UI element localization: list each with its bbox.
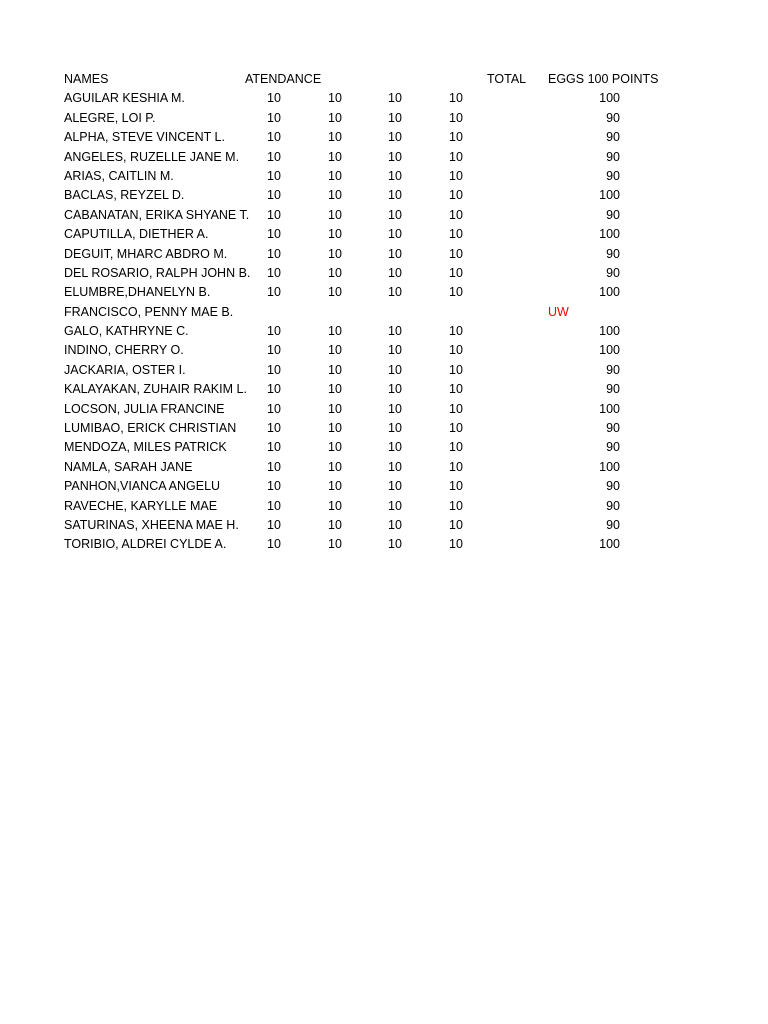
student-name: LOCSON, JULIA FRANCINE xyxy=(64,401,225,416)
student-name: CAPUTILLA, DIETHER A. xyxy=(64,227,209,242)
attendance-score: 10 xyxy=(388,91,402,106)
attendance-score: 10 xyxy=(328,537,342,552)
attendance-score: 10 xyxy=(267,440,281,455)
eggs-points: 90 xyxy=(606,421,620,436)
attendance-score: 10 xyxy=(267,285,281,300)
attendance-score: 10 xyxy=(328,168,342,183)
table-row xyxy=(0,516,768,535)
attendance-score: 10 xyxy=(328,130,342,145)
attendance-score: 10 xyxy=(449,285,463,300)
student-name: DEGUIT, MHARC ABDRO M. xyxy=(64,246,228,261)
attendance-score: 10 xyxy=(328,324,342,339)
table-row xyxy=(0,438,768,457)
student-name: CABANATAN, ERIKA SHYANE T. xyxy=(64,207,250,222)
eggs-points: 90 xyxy=(606,207,620,222)
attendance-score: 10 xyxy=(328,362,342,377)
student-name: MENDOZA, MILES PATRICK xyxy=(64,440,227,455)
student-name: ALEGRE, LOI P. xyxy=(64,110,156,125)
attendance-score: 10 xyxy=(267,498,281,513)
attendance-score: 10 xyxy=(449,246,463,261)
attendance-score: 10 xyxy=(328,149,342,164)
attendance-score: 10 xyxy=(449,459,463,474)
attendance-score: 10 xyxy=(267,188,281,203)
attendance-score: 10 xyxy=(449,421,463,436)
attendance-score: 10 xyxy=(388,285,402,300)
table-row xyxy=(0,380,768,399)
attendance-score: 10 xyxy=(388,362,402,377)
table-row xyxy=(0,458,768,477)
attendance-score: 10 xyxy=(388,459,402,474)
attendance-score: 10 xyxy=(267,207,281,222)
attendance-score: 10 xyxy=(328,498,342,513)
attendance-score: 10 xyxy=(388,343,402,358)
attendance-score: 10 xyxy=(388,110,402,125)
table-row xyxy=(0,89,768,108)
eggs-points: 90 xyxy=(606,265,620,280)
student-name: JACKARIA, OSTER I. xyxy=(64,362,186,377)
attendance-score: 10 xyxy=(267,130,281,145)
attendance-score: 10 xyxy=(267,401,281,416)
attendance-score: 10 xyxy=(449,498,463,513)
header-eggs: EGGS 100 POINTS xyxy=(548,72,659,86)
attendance-score: 10 xyxy=(328,421,342,436)
table-row xyxy=(0,535,768,554)
attendance-score: 10 xyxy=(267,382,281,397)
table-row xyxy=(0,322,768,341)
attendance-score: 10 xyxy=(388,421,402,436)
attendance-score: 10 xyxy=(267,149,281,164)
eggs-points: 90 xyxy=(606,440,620,455)
eggs-points: 100 xyxy=(599,537,620,552)
attendance-score: 10 xyxy=(328,401,342,416)
student-name: KALAYAKAN, ZUHAIR RAKIM L. xyxy=(64,382,247,397)
eggs-points: 90 xyxy=(606,149,620,164)
attendance-score: 10 xyxy=(328,382,342,397)
table-row xyxy=(0,361,768,380)
attendance-score: 10 xyxy=(328,459,342,474)
attendance-score: 10 xyxy=(388,227,402,242)
student-name: PANHON,VIANCA ANGELU xyxy=(64,479,221,494)
table-row xyxy=(0,206,768,225)
attendance-score: 10 xyxy=(388,168,402,183)
eggs-points: 100 xyxy=(599,227,620,242)
eggs-points: 90 xyxy=(606,479,620,494)
student-name: RAVECHE, KARYLLE MAE xyxy=(64,498,218,513)
eggs-points: 100 xyxy=(599,91,620,106)
attendance-score: 10 xyxy=(267,479,281,494)
attendance-score: 10 xyxy=(449,537,463,552)
header-names: NAMES xyxy=(64,72,109,86)
table-row xyxy=(0,419,768,438)
table-row xyxy=(0,477,768,496)
eggs-points: 90 xyxy=(606,498,620,513)
attendance-score: 10 xyxy=(267,246,281,261)
table-row xyxy=(0,341,768,360)
student-name: FRANCISCO, PENNY MAE B. xyxy=(64,304,234,319)
student-name: ELUMBRE,DHANELYN B. xyxy=(64,285,211,300)
table-row xyxy=(0,264,768,283)
eggs-points: 100 xyxy=(599,285,620,300)
attendance-score: 10 xyxy=(328,188,342,203)
attendance-score: 10 xyxy=(449,188,463,203)
attendance-score: 10 xyxy=(449,401,463,416)
student-name: ARIAS, CAITLIN M. xyxy=(64,168,174,183)
eggs-points: 100 xyxy=(599,401,620,416)
attendance-score: 10 xyxy=(328,285,342,300)
attendance-score: 10 xyxy=(267,110,281,125)
attendance-score: 10 xyxy=(388,130,402,145)
attendance-score: 10 xyxy=(328,440,342,455)
student-name: TORIBIO, ALDREI CYLDE A. xyxy=(64,537,227,552)
table-row xyxy=(0,109,768,128)
attendance-score: 10 xyxy=(328,517,342,532)
attendance-score: 10 xyxy=(449,168,463,183)
student-name: ALPHA, STEVE VINCENT L. xyxy=(64,130,225,145)
attendance-score: 10 xyxy=(388,188,402,203)
attendance-score: 10 xyxy=(328,479,342,494)
attendance-score: 10 xyxy=(267,459,281,474)
attendance-score: 10 xyxy=(449,149,463,164)
eggs-points: 90 xyxy=(606,130,620,145)
attendance-score: 10 xyxy=(449,110,463,125)
student-rows xyxy=(0,89,768,554)
attendance-score: 10 xyxy=(267,168,281,183)
table-row xyxy=(0,128,768,147)
attendance-score: 10 xyxy=(449,517,463,532)
attendance-score: 10 xyxy=(328,207,342,222)
student-name: GALO, KATHRYNE C. xyxy=(64,324,189,339)
attendance-score: 10 xyxy=(449,130,463,145)
student-name: INDINO, CHERRY O. xyxy=(64,343,184,358)
attendance-score: 10 xyxy=(449,382,463,397)
attendance-score: 10 xyxy=(328,110,342,125)
table-row xyxy=(0,225,768,244)
attendance-score: 10 xyxy=(267,265,281,280)
table-row xyxy=(0,400,768,419)
eggs-status-flag: UW xyxy=(548,304,569,319)
table-row xyxy=(0,283,768,302)
attendance-score: 10 xyxy=(388,401,402,416)
header-attendance: ATENDANCE xyxy=(245,72,322,86)
header-total: TOTAL xyxy=(487,72,527,86)
attendance-sheet xyxy=(0,70,768,555)
header-row xyxy=(0,70,768,89)
student-name: NAMLA, SARAH JANE xyxy=(64,459,193,474)
attendance-score: 10 xyxy=(449,343,463,358)
attendance-score: 10 xyxy=(388,517,402,532)
student-name: ANGELES, RUZELLE JANE M. xyxy=(64,149,240,164)
attendance-score: 10 xyxy=(449,324,463,339)
attendance-score: 10 xyxy=(388,537,402,552)
table-row xyxy=(0,148,768,167)
table-row xyxy=(0,303,768,322)
attendance-score: 10 xyxy=(388,246,402,261)
eggs-points: 100 xyxy=(599,343,620,358)
attendance-score: 10 xyxy=(388,440,402,455)
attendance-score: 10 xyxy=(267,227,281,242)
attendance-score: 10 xyxy=(449,440,463,455)
eggs-points: 90 xyxy=(606,110,620,125)
attendance-score: 10 xyxy=(388,207,402,222)
attendance-score: 10 xyxy=(267,324,281,339)
attendance-score: 10 xyxy=(328,227,342,242)
attendance-score: 10 xyxy=(328,91,342,106)
attendance-score: 10 xyxy=(267,517,281,532)
attendance-score: 10 xyxy=(388,498,402,513)
eggs-points: 90 xyxy=(606,517,620,532)
table-row xyxy=(0,245,768,264)
student-name: BACLAS, REYZEL D. xyxy=(64,188,185,203)
student-name: DEL ROSARIO, RALPH JOHN B. xyxy=(64,265,251,280)
eggs-points: 100 xyxy=(599,324,620,339)
attendance-score: 10 xyxy=(388,324,402,339)
attendance-score: 10 xyxy=(388,149,402,164)
eggs-points: 100 xyxy=(599,188,620,203)
attendance-score: 10 xyxy=(388,265,402,280)
attendance-score: 10 xyxy=(388,382,402,397)
attendance-score: 10 xyxy=(449,207,463,222)
eggs-points: 90 xyxy=(606,382,620,397)
table-row xyxy=(0,497,768,516)
attendance-score: 10 xyxy=(267,362,281,377)
attendance-score: 10 xyxy=(328,246,342,261)
eggs-points: 90 xyxy=(606,246,620,261)
attendance-score: 10 xyxy=(328,343,342,358)
attendance-score: 10 xyxy=(449,91,463,106)
attendance-score: 10 xyxy=(267,421,281,436)
attendance-score: 10 xyxy=(267,537,281,552)
attendance-score: 10 xyxy=(328,265,342,280)
eggs-points: 90 xyxy=(606,168,620,183)
student-name: AGUILAR KESHIA M. xyxy=(64,91,185,106)
attendance-score: 10 xyxy=(449,362,463,377)
student-name: SATURINAS, XHEENA MAE H. xyxy=(64,517,239,532)
eggs-points: 100 xyxy=(599,459,620,474)
student-name: LUMIBAO, ERICK CHRISTIAN xyxy=(64,421,237,436)
attendance-score: 10 xyxy=(388,479,402,494)
eggs-points: 90 xyxy=(606,362,620,377)
attendance-score: 10 xyxy=(449,227,463,242)
table-row xyxy=(0,186,768,205)
attendance-score: 10 xyxy=(267,343,281,358)
table-row xyxy=(0,167,768,186)
attendance-score: 10 xyxy=(449,479,463,494)
attendance-score: 10 xyxy=(267,91,281,106)
attendance-score: 10 xyxy=(449,265,463,280)
